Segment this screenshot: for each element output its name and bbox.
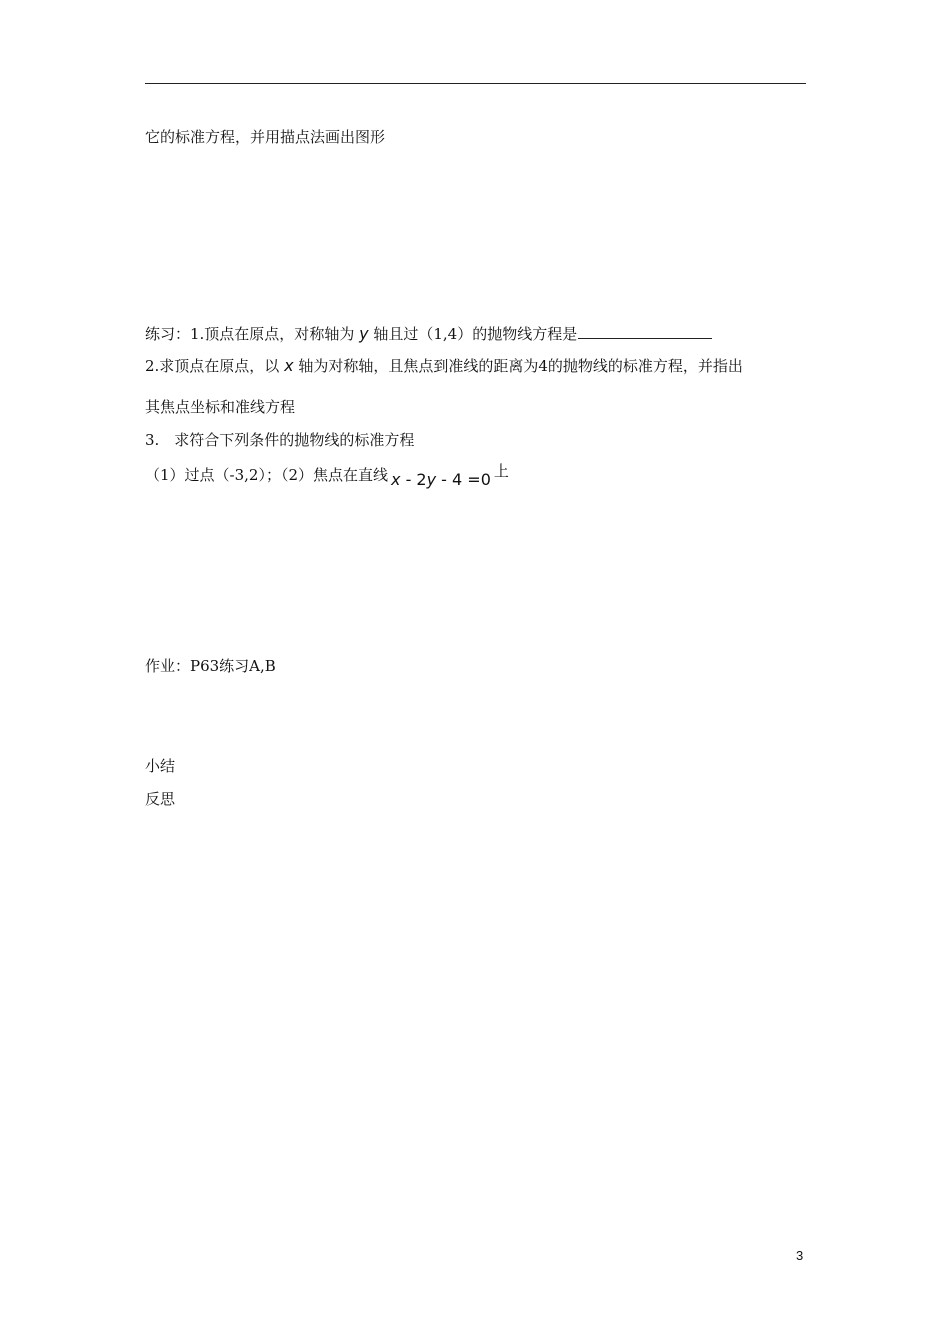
exercise-1-prefix: 练习：1.顶点在原点，对称轴为	[145, 325, 355, 343]
exercise-3-conditions-suffix: 上	[493, 462, 509, 480]
exercise-2-variable: x	[284, 356, 294, 375]
exercise-2-prefix: 2.求顶点在原点，以	[145, 357, 280, 375]
line-equation: x - 2y - 4 =0	[391, 470, 491, 489]
exercise-3-conditions-prefix: （1）过点（-3,2）；（2）焦点在直线	[145, 466, 389, 484]
reflection-heading: 反思	[145, 790, 176, 808]
exercise-2-suffix: 轴为对称轴，且焦点到准线的距离为4的抛物线的标准方程，并指出	[298, 357, 743, 375]
exercise-2	[145, 356, 743, 376]
exercise-3-conditions	[145, 462, 509, 489]
exercise-1-variable: y	[359, 324, 369, 343]
exercise-1-suffix: 轴且过（1,4）的抛物线方程是	[373, 325, 578, 343]
exercise-1	[145, 324, 712, 344]
exercise-2-continuation: 其焦点坐标和准线方程	[145, 398, 296, 416]
summary-heading: 小结	[145, 757, 176, 775]
header-rule	[145, 83, 806, 84]
exercise-3-title: 3. 求符合下列条件的抛物线的标准方程	[145, 431, 415, 449]
intro-line: 它的标准方程，并用描点法画出图形	[145, 128, 386, 146]
homework: 作业：P63练习A,B	[145, 657, 276, 675]
answer-blank	[578, 324, 712, 339]
page-number: 3	[796, 1248, 804, 1263]
